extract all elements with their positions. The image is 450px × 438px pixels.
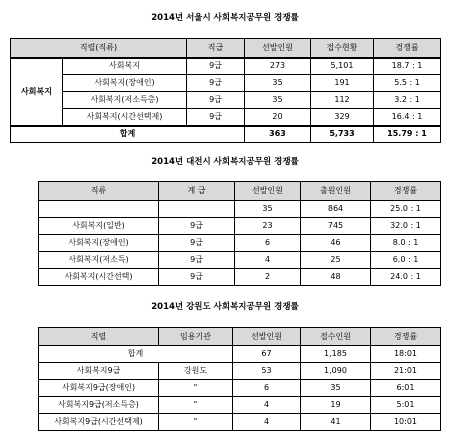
row-selected: 2 [235,269,301,286]
gangwon-header-agency: 임용기관 [159,328,233,346]
row-selected: 35 [245,92,311,109]
row-ratio: 6.0 : 1 [371,252,441,269]
table-row [11,58,441,75]
row-selected: 273 [245,58,311,75]
row-ratio: 24.0 : 1 [371,269,441,286]
total-ratio: 25.0 : 1 [371,201,441,218]
row-grade: 9급 [187,109,245,126]
daejeon-total-row [39,201,441,218]
table-row [39,363,441,380]
seoul-header-grade: 직급 [187,39,245,58]
table-row [39,414,441,431]
table-row [11,75,441,92]
row-grade: 9급 [159,252,235,269]
daejeon-header-applied: 출원인원 [301,182,371,201]
row-name: 사회복지9급(시간선택제) [39,414,159,431]
total-applied: 1,185 [301,346,371,363]
total-label: 합계 [39,346,233,363]
row-ratio: 6:01 [371,380,441,397]
row-grade: 9급 [159,269,235,286]
total-ratio: 18:01 [371,346,441,363]
seoul-group-label: 사회복지 [11,58,63,126]
row-applied: 35 [301,380,371,397]
row-name: 사회복지(일반) [39,218,159,235]
daejeon-header-selected: 선발인원 [235,182,301,201]
gangwon-header-ratio: 경쟁률 [371,328,441,346]
table-row [39,269,441,286]
row-applied: 19 [301,397,371,414]
total-ratio: 15.79 : 1 [374,126,441,143]
total-applied: 864 [301,201,371,218]
row-selected: 6 [235,235,301,252]
table-row [11,92,441,109]
row-name: 사회복지(저소득) [39,252,159,269]
gangwon-header-applied: 접수인원 [301,328,371,346]
total-selected: 363 [245,126,311,143]
row-name: 사회복지(장애인) [39,235,159,252]
table-row [39,235,441,252]
daejeon-header-grade: 계 급 [159,182,235,201]
total-label: 합계 [11,126,245,143]
row-grade: 9급 [187,75,245,92]
row-applied: 1,090 [301,363,371,380]
row-applied: 5,101 [311,58,374,75]
row-ratio: 8.0 : 1 [371,235,441,252]
table-row [39,252,441,269]
gangwon-header-category: 직렬 [39,328,159,346]
row-applied: 25 [301,252,371,269]
row-selected: 4 [235,252,301,269]
table-row [39,218,441,235]
seoul-header-row [11,39,441,58]
row-applied: 745 [301,218,371,235]
row-name: 사회복지 [63,58,187,75]
row-ratio: 5:01 [371,397,441,414]
row-grade: 9급 [187,92,245,109]
total-selected: 35 [235,201,301,218]
row-name: 사회복지(장애인) [63,75,187,92]
row-grade: 9급 [187,58,245,75]
table-row [39,380,441,397]
row-name: 사회복지9급(저소득층) [39,397,159,414]
row-selected: 35 [245,75,311,92]
row-ratio: 10:01 [371,414,441,431]
row-applied: 112 [311,92,374,109]
daejeon-header-category: 직류 [39,182,159,201]
row-applied: 41 [301,414,371,431]
row-name: 사회복지(시간선택) [39,269,159,286]
row-ratio: 16.4 : 1 [374,109,441,126]
total-applied: 5,733 [311,126,374,143]
row-applied: 46 [301,235,371,252]
row-agency: 강원도 [159,363,233,380]
daejeon-header-row [39,182,441,201]
row-applied: 191 [311,75,374,92]
row-ratio: 5.5 : 1 [374,75,441,92]
seoul-header-ratio: 경쟁률 [374,39,441,58]
seoul-header-selected: 선발인원 [245,39,311,58]
gangwon-total-row [39,346,441,363]
row-selected: 20 [245,109,311,126]
gangwon-title: 2014년 강원도 사회복지공무원 경쟁률 [151,302,299,312]
daejeon-table [38,181,441,286]
row-ratio: 32.0 : 1 [371,218,441,235]
seoul-table [10,38,441,143]
row-ratio: 18.7 : 1 [374,58,441,75]
row-selected: 4 [233,414,301,431]
row-selected: 53 [233,363,301,380]
seoul-total-row [11,126,441,143]
daejeon-header-ratio: 경쟁률 [371,182,441,201]
row-applied: 329 [311,109,374,126]
row-name: 사회복지9급(장애인) [39,380,159,397]
gangwon-header-selected: 선발인원 [233,328,301,346]
row-name: 사회복지9급 [39,363,159,380]
daejeon-title: 2014년 대전시 사회복지공무원 경쟁률 [151,157,299,167]
row-grade: 9급 [159,218,235,235]
row-agency: " [159,414,233,431]
seoul-header-category: 직렬(직류) [11,39,187,58]
row-agency: " [159,397,233,414]
row-ratio: 3.2 : 1 [374,92,441,109]
row-grade: 9급 [159,235,235,252]
seoul-title: 2014년 서울시 사회복지공무원 경쟁률 [151,13,299,23]
row-ratio: 21:01 [371,363,441,380]
total-selected: 67 [233,346,301,363]
gangwon-header-row [39,328,441,346]
row-name: 사회복지(시간선택제) [63,109,187,126]
gangwon-table [38,327,441,431]
row-selected: 23 [235,218,301,235]
row-name: 사회복지(저소득층) [63,92,187,109]
table-row [39,397,441,414]
row-applied: 48 [301,269,371,286]
row-agency: " [159,380,233,397]
row-selected: 4 [233,397,301,414]
seoul-header-applied: 접수현황 [311,39,374,58]
row-selected: 6 [233,380,301,397]
table-row [11,109,441,126]
